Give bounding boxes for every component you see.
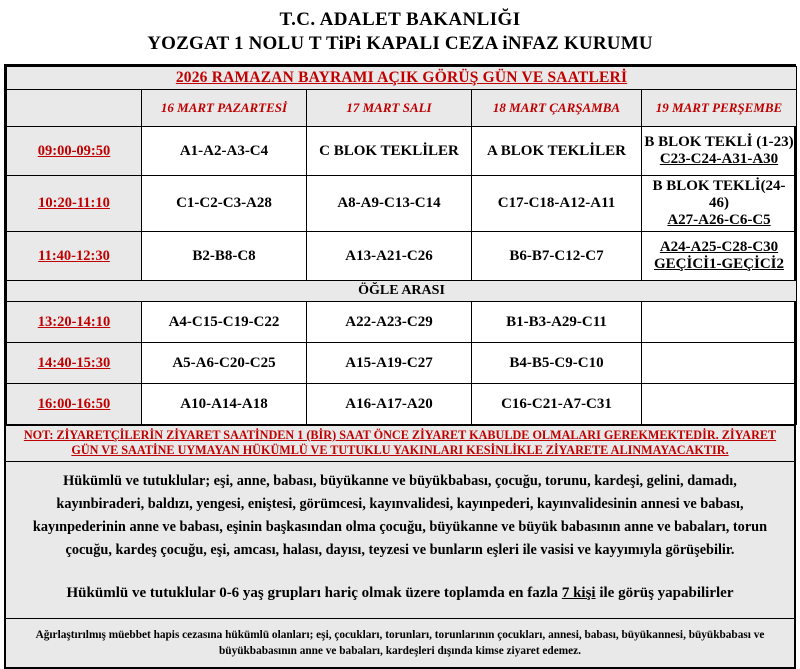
cell-line: A10-A14-A18 [180, 395, 268, 412]
cell-line: C1-C2-C3-A28 [176, 195, 272, 211]
table-row [7, 302, 797, 343]
table-row [7, 384, 797, 425]
cell-0-2 [472, 127, 642, 176]
aggravated-life-sentence-paragraph: Ağırlaştırılmış müebbet hapis cezasına hükümlü olanları; eşi, çocukları, torunları, torunlarının çocukları, annesi, babası, büyükannesi, büyükbabası ve büyükbabasının anne ve babaları, kardeşleri dışında kimse ziyaret edemez. [6, 618, 794, 667]
cell-4-3 [642, 343, 797, 384]
cell-0-1 [307, 127, 472, 176]
lunch-break-row [7, 281, 797, 302]
table-row [7, 232, 797, 281]
cell-4-1 [307, 343, 472, 384]
time-slot-5: 16:00-16:50 [7, 384, 142, 425]
cell-line: A4-C15-C19-C22 [168, 313, 280, 330]
document-header [0, 0, 800, 62]
cell-line: A13-A21-C26 [345, 247, 433, 264]
cell-line: B BLOK TEKLİ (1-23) [644, 134, 794, 150]
table-row [7, 343, 797, 384]
cell-line: C23-C24-A31-A30 [659, 151, 779, 167]
cell-1-3 [642, 176, 797, 232]
day-header-3: 19 MART PERŞEMBE [642, 90, 797, 127]
cell-5-2 [472, 384, 642, 425]
cell-3-1 [307, 302, 472, 343]
cell-line: A1-A2-A3-C4 [179, 142, 269, 159]
time-slot-1: 10:20-11:10 [7, 176, 142, 232]
cell-3-0 [142, 302, 307, 343]
time-slot-3: 13:20-14:10 [7, 302, 142, 343]
cell-2-3 [642, 232, 797, 281]
schedule-title-row [7, 67, 797, 90]
visitor-limit-paragraph [6, 570, 794, 618]
lunch-break-label: ÖĞLE ARASI [7, 281, 797, 302]
cell-1-1 [307, 176, 472, 232]
cell-3-3 [642, 302, 797, 343]
cell-5-3 [642, 384, 797, 425]
eligible-relatives-paragraph: Hükümlü ve tutuklular; eşi, anne, babası, büyükanne ve büyükbabası, çocuğu, torunu, kardeşi, gelini, damadı, kayınbiraderi, baldızı, yengesi, eniştesi, görümcesi, kayınvalidesi, kayınpederi, kayınvalidesinin annesi ve babası, kayınpederinin anne ve babası, eşinin başkasından olma çocuğu, büyükanne ve büyük babasının anne ve babaları, torun çocuğu, kardeş çocuğu, eşi, amcası, halası, dayısı, teyzesi ve bunların eşleri ile vasisi ve kayyımıyla görüşebilir. [6, 461, 794, 570]
cell-line: A8-A9-C13-C14 [337, 195, 441, 211]
cell-0-3 [642, 127, 797, 176]
day-header-0: 16 MART PAZARTESİ [142, 90, 307, 127]
schedule-day-header-row [7, 90, 797, 127]
cell-line: A16-A17-A20 [345, 395, 433, 412]
visit-schedule-table [6, 66, 797, 425]
time-slot-2: 11:40-12:30 [7, 232, 142, 281]
visitor-limit-count: 7 kişi [561, 585, 596, 601]
visit-schedule-frame [4, 64, 796, 669]
cell-line: A BLOK TEKLİLER [487, 142, 626, 159]
time-slot-0: 09:00-09:50 [7, 127, 142, 176]
cell-line: C17-C18-A12-A11 [497, 195, 616, 211]
cell-line: A22-A23-C29 [345, 313, 433, 330]
cell-3-2 [472, 302, 642, 343]
visit-time-warning-note: NOT: ZİYARETÇİLERİN ZİYARET SAATİNDEN 1 (BİR) SAAT ÖNCE ZİYARET KABULDE OLMALARI GEREKMEKTEDİR. ZİYARET GÜN VE SAATİNE UYMAYAN HÜKÜMLÜ VE TUTUKLU YAKINLARI KESİNLİKLE ZİYARETE ALINMAYACAKTIR. [6, 425, 794, 461]
cell-4-0 [142, 343, 307, 384]
cell-line: B BLOK TEKLİ(24-46) [652, 178, 786, 211]
cell-5-0 [142, 384, 307, 425]
cell-1-2 [472, 176, 642, 232]
visitor-limit-suffix: ile görüş yapabilirler [595, 585, 734, 601]
cell-line: C16-C21-A7-C31 [501, 395, 612, 412]
day-header-2: 18 MART ÇARŞAMBA [472, 90, 642, 127]
schedule-title: 2026 RAMAZAN BAYRAMI AÇIK GÖRÜŞ GÜN VE SAATLERİ [7, 67, 797, 90]
cell-line: A15-A19-C27 [345, 354, 433, 371]
cell-line: B2-B8-C8 [192, 247, 256, 264]
cell-5-1 [307, 384, 472, 425]
cell-line: B1-B3-A29-C11 [506, 313, 607, 330]
institution-title: YOZGAT 1 NOLU T TiPi KAPALI CEZA iNFAZ KURUMU [147, 33, 653, 54]
table-row [7, 127, 797, 176]
cell-line: GEÇİCİ1-GEÇİCİ2 [654, 256, 785, 272]
table-row [7, 176, 797, 232]
cell-line: B6-B7-C12-C7 [509, 247, 604, 264]
cell-line: A24-A25-C28-C30 [659, 239, 779, 255]
cell-line: A5-A6-C20-C25 [172, 354, 276, 371]
day-header-1: 17 MART SALI [307, 90, 472, 127]
ministry-title: T.C. ADALET BAKANLIĞI [279, 9, 521, 30]
visitor-limit-prefix: Hükümlü ve tutuklular 0-6 yaş grupları hariç olmak üzere toplamda en fazla [66, 585, 562, 601]
time-slot-4: 14:40-15:30 [7, 343, 142, 384]
cell-2-2 [472, 232, 642, 281]
cell-line: B4-B5-C9-C10 [509, 354, 604, 371]
time-column-header [7, 90, 142, 127]
cell-2-0 [142, 232, 307, 281]
cell-line: C BLOK TEKLİLER [319, 142, 459, 159]
cell-2-1 [307, 232, 472, 281]
cell-1-0 [142, 176, 307, 232]
cell-4-2 [472, 343, 642, 384]
cell-0-0 [142, 127, 307, 176]
cell-line: A27-A26-C6-C5 [667, 212, 771, 228]
